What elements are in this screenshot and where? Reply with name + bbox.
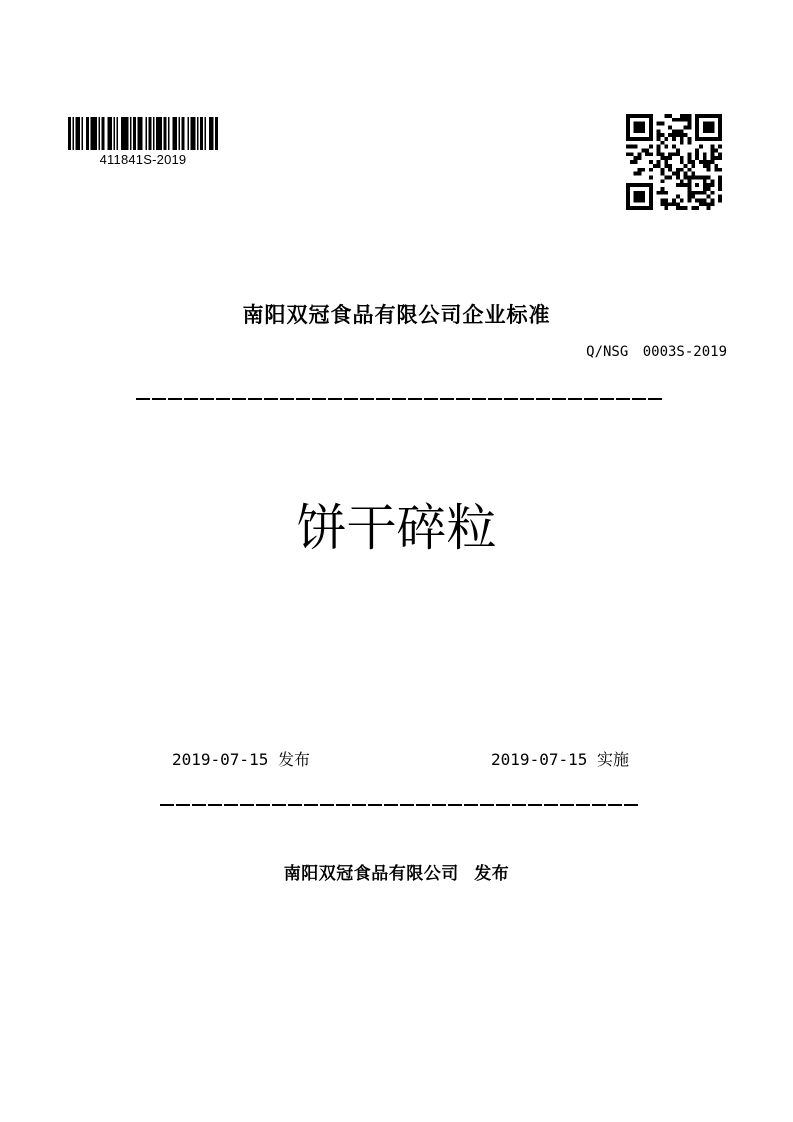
qr-code-icon — [626, 114, 722, 210]
implementation-date: 2019-07-15 实施 — [491, 750, 629, 769]
divider-bottom — [160, 804, 640, 806]
date-row — [172, 747, 629, 770]
barcode-label: 411841S-2019 — [99, 152, 187, 167]
publisher-line: 南阳双冠食品有限公司 发布 — [283, 864, 510, 884]
issue-date: 2019-07-15 发布 — [172, 750, 310, 769]
barcode-block — [68, 117, 218, 167]
document-title: 饼干碎粒 — [296, 499, 497, 557]
divider-top — [136, 398, 664, 400]
barcode-icon — [68, 117, 218, 150]
standard-number: Q/NSG 0003S-2019 — [586, 344, 727, 360]
company-standard-header: 南阳双冠食品有限公司企业标准 — [242, 303, 551, 327]
